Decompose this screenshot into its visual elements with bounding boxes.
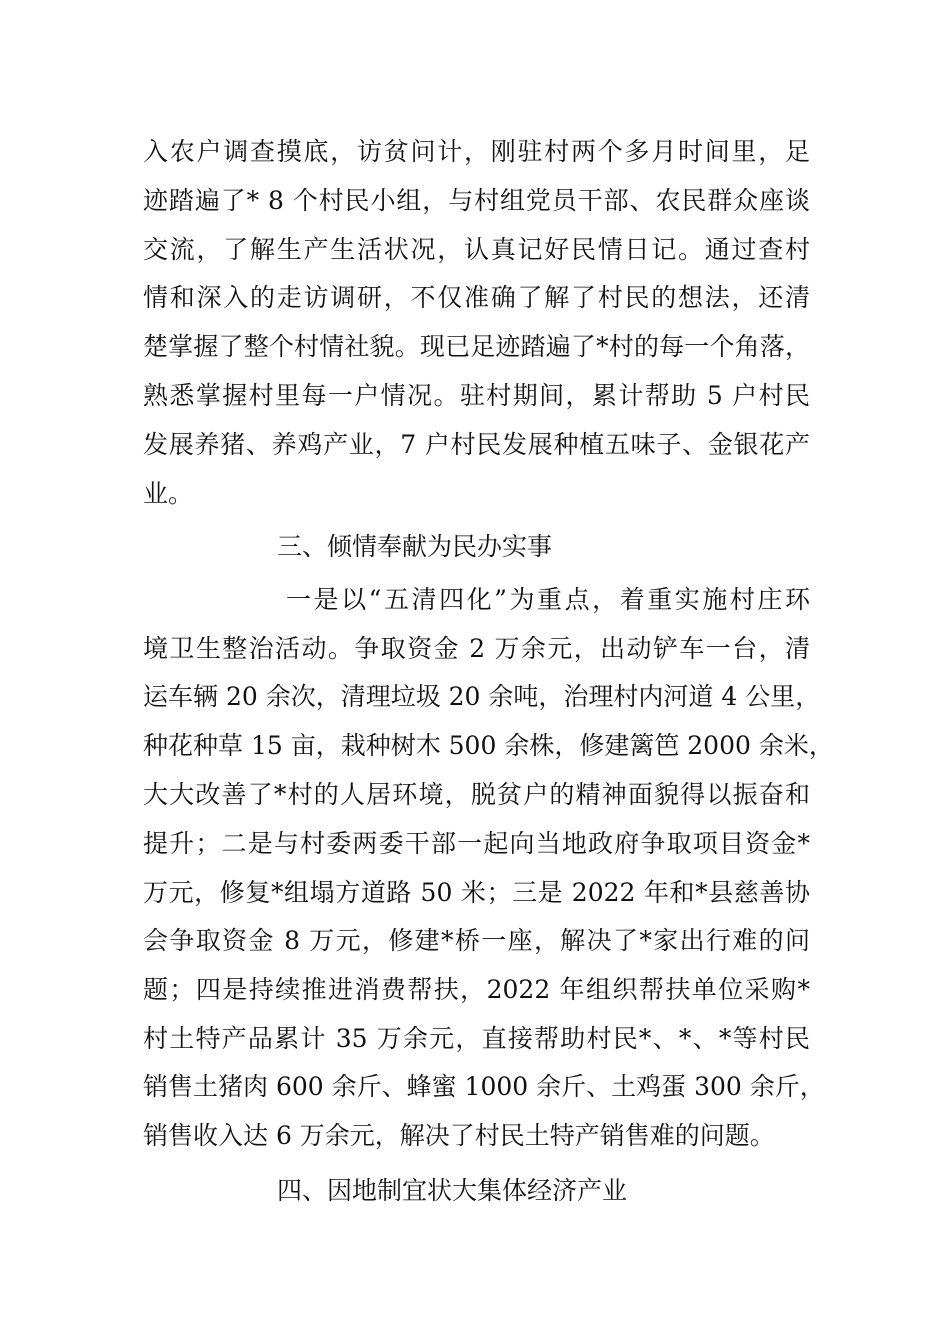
paragraph-line: 一是以“五清四化”为重点，着重实施村庄环 bbox=[286, 585, 810, 614]
paragraph-line: 入农户调查摸底，访贫问计，刚驻村两个多月时间里，足 bbox=[143, 137, 810, 166]
paragraph-line: 情和深入的走访调研，不仅准确了解了村民的想法，还清 bbox=[143, 283, 810, 312]
paragraph-line: 熟悉掌握村里每一户情况。驻村期间，累计帮助 5 户村民 bbox=[143, 381, 810, 410]
paragraph-line: 提升；二是与村委两委干部一起向当地政府争取项目资金* bbox=[143, 829, 810, 858]
paragraph-line: 业。 bbox=[143, 479, 194, 508]
paragraph-line: 大大改善了*村的人居环境，脱贫户的精神面貌得以振奋和 bbox=[143, 780, 810, 809]
paragraph-line: 销售土猪肉 600 余斤、蜂蜜 1000 余斤、土鸡蛋 300 余斤， bbox=[143, 1072, 825, 1101]
paragraph-line: 种花种草 15 亩，栽种树木 500 余株，修建篱笆 2000 余米， bbox=[143, 731, 834, 760]
paragraph-line: 迹踏遍了* 8 个村民小组，与村组党员干部、农民群众座谈 bbox=[143, 186, 810, 215]
paragraph-line: 题；四是持续推进消费帮扶，2022 年组织帮扶单位采购* bbox=[143, 975, 810, 1004]
paragraph-line: 境卫生整治活动。争取资金 2 万余元，出动铲车一台，清 bbox=[143, 634, 810, 663]
paragraph-line: 运车辆 20 余次，清理垃圾 20 余吨，治理村内河道 4 公里， bbox=[143, 682, 821, 711]
paragraph-line: 销售收入达 6 万余元，解决了村民土特产销售难的问题。 bbox=[143, 1121, 775, 1150]
paragraph-line: 村土特产品累计 35 万余元，直接帮助村民*、*、*等村民 bbox=[143, 1024, 810, 1053]
paragraph-line: 会争取资金 8 万元，修建*桥一座，解决了*家出行难的问 bbox=[143, 926, 810, 955]
paragraph-line: 楚掌握了整个村情社貌。现已足迹踏遍了*村的每一个角落， bbox=[143, 332, 810, 361]
paragraph-line: 交流，了解生产生活状况，认真记好民情日记。通过查村 bbox=[143, 235, 810, 264]
paragraph-line: 万元，修复*组塌方道路 50 米；三是 2022 年和*县慈善协 bbox=[143, 878, 810, 907]
section-heading-3: 三、倾情奉献为民办实事 bbox=[277, 532, 553, 561]
section-heading-4: 四、因地制宜状大集体经济产业 bbox=[277, 1176, 628, 1205]
paragraph-line: 发展养猪、养鸡产业，7 户村民发展种植五味子、金银花产 bbox=[143, 430, 810, 459]
